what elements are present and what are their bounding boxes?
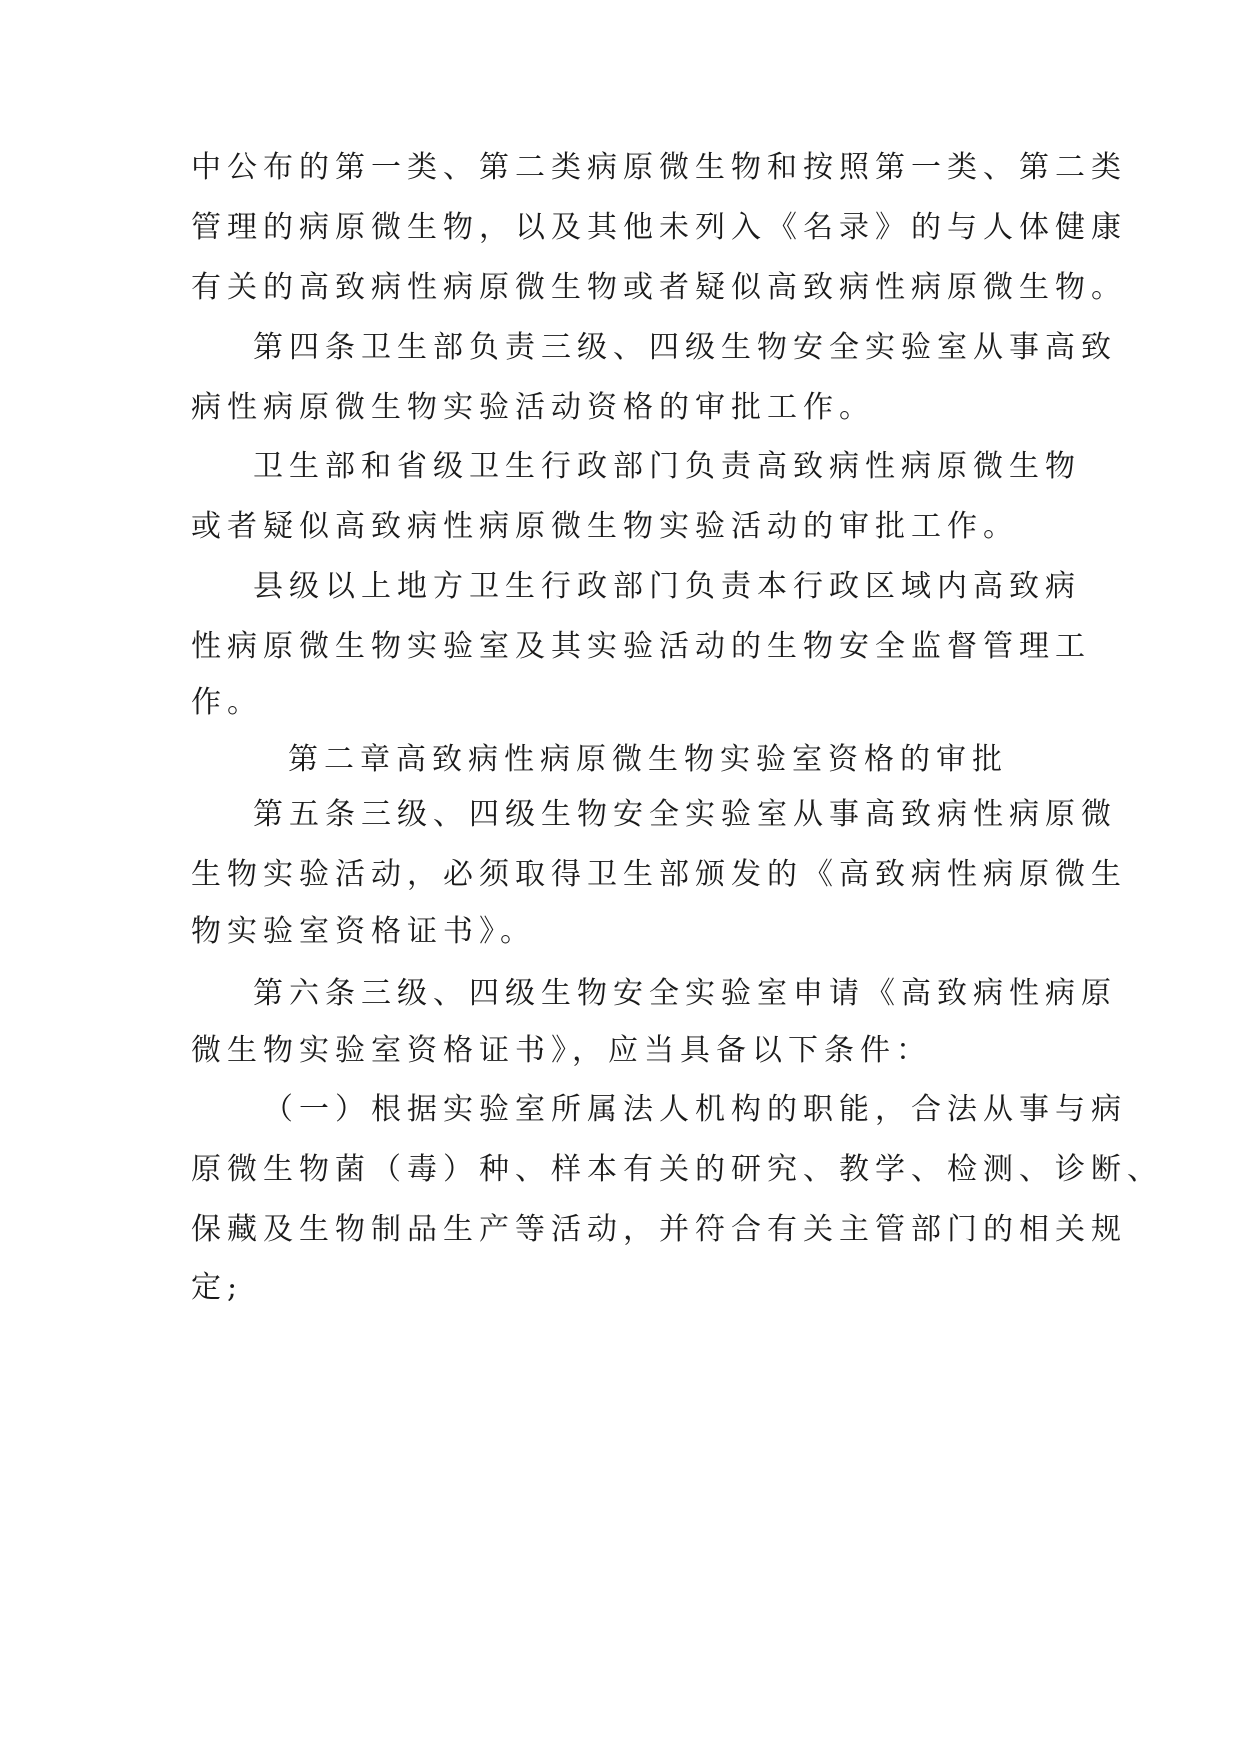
chapter-heading: 第二章高致病性病原微生物实验室资格的审批 [288,742,1008,777]
text-line: 中公布的第一类、第二类病原微生物和按照第一类、第二类 [191,150,1127,185]
text-line: 保藏及生物制品生产等活动，并符合有关主管部门的相关规 [191,1212,1127,1247]
text-line: 或者疑似高致病性病原微生物实验活动的审批工作。 [191,509,1019,544]
text-line: 原微生物菌（毒）种、样本有关的研究、教学、检测、诊断、 [191,1152,1163,1187]
paragraph-line: 卫生部和省级卫生行政部门负责高致病性病原微生物 [253,449,1081,484]
text-line: 微生物实验室资格证书》，应当具备以下条件： [191,1033,932,1068]
text-line: 作。 [191,685,263,720]
text-line: 物实验室资格证书》。 [191,914,536,949]
article-4-line: 第四条卫生部负责三级、四级生物安全实验室从事高致 [253,330,1117,365]
text-line: 定; [191,1270,244,1305]
text-line: 性病原微生物实验室及其实验活动的生物安全监督管理工 [191,629,1091,664]
text-line: 生物实验活动，必须取得卫生部颁发的《高致病性病原微生 [191,857,1127,892]
article-5-line: 第五条三级、四级生物安全实验室从事高致病性病原微 [253,797,1117,832]
text-line: 病性病原微生物实验活动资格的审批工作。 [191,390,875,425]
text-line: 有关的高致病性病原微生物或者疑似高致病性病原微生物。 [191,270,1127,305]
article-6-line: 第六条三级、四级生物安全实验室申请《高致病性病原 [253,976,1117,1011]
paragraph-line: 县级以上地方卫生行政部门负责本行政区域内高致病 [253,569,1081,604]
text-line: 管理的病原微生物，以及其他未列入《名录》的与人体健康 [191,210,1127,245]
list-item-line: （一）根据实验室所属法人机构的职能，合法从事与病 [263,1092,1127,1127]
